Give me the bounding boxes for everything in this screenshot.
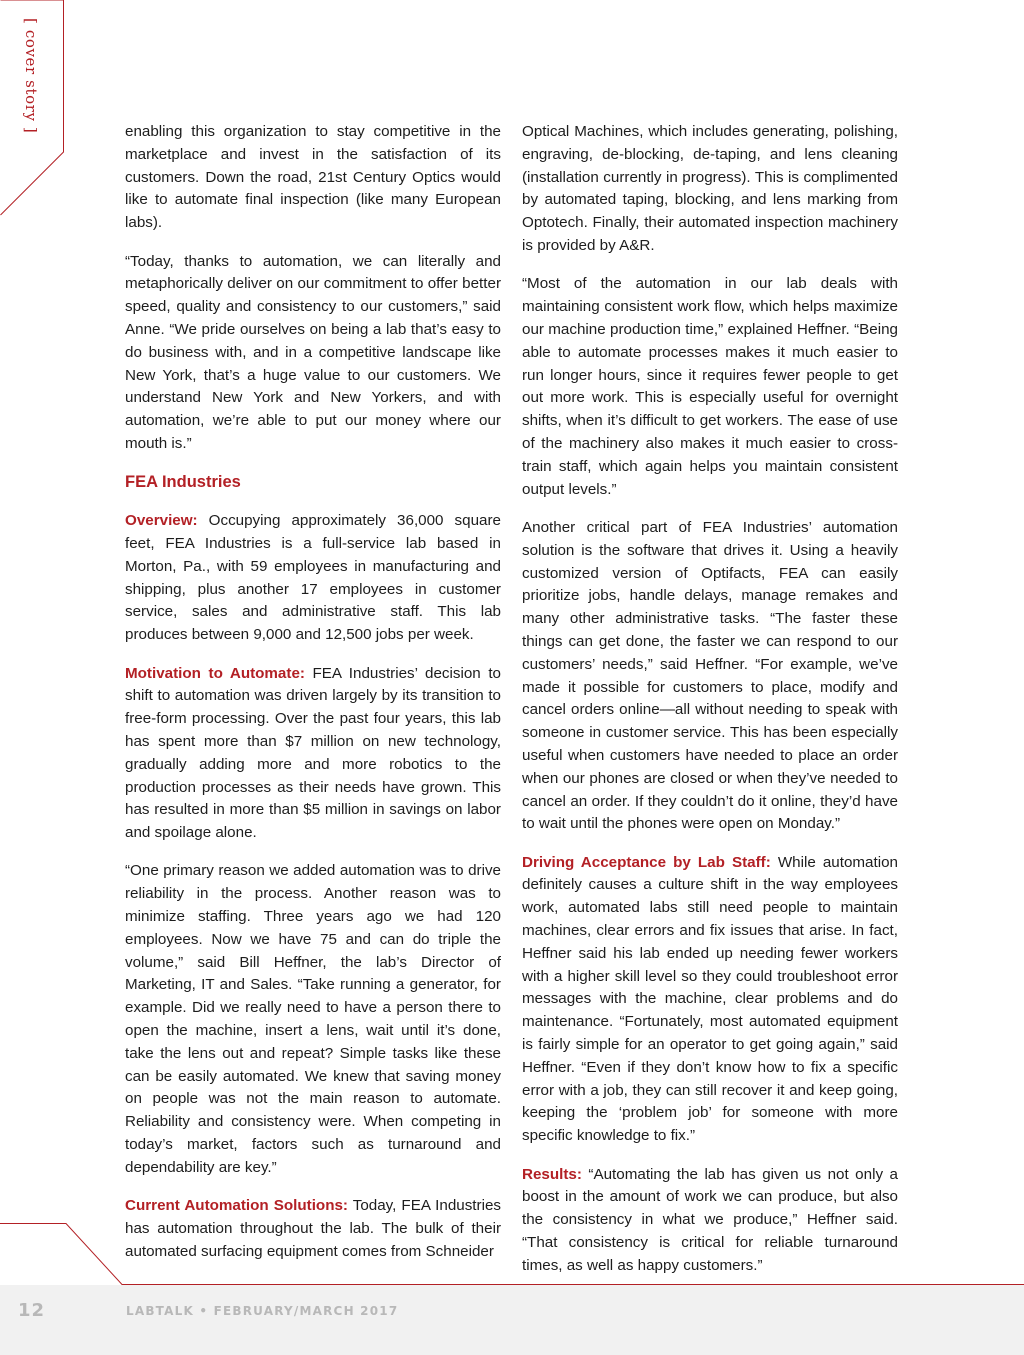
article-paragraph: “Today, thanks to automation, we can literally and metaphorically deliver on our commitment to offer better speed, quality and consistency to our customers,” said Anne. “We pride ourselves on being a lab that’s easy to do business with, and in a competitive landscape like New York, that’s a huge value to our customers. We understand New York and New Yorkers, and with automation, we’re able to put our money where our mouth is.”: [125, 252, 501, 452]
publication-folio: LABTALK • FEBRUARY/MARCH 2017: [126, 1304, 399, 1318]
footer-band: [0, 1285, 1024, 1355]
article-paragraph: “Most of the automation in our lab deals with maintaining consistent work flow, which helps maximize our machine production time,” explained Heffner. “Being able to automate processes makes it much easier to run longer hours, since it requires fewer people to get out more work. This is especially useful for overnight shifts, when it’s difficult to get workers. The ease of use of the machinery also makes it much easier to cross-train staff, which again helps you maintain consistent output levels.”: [522, 275, 898, 498]
article-paragraph: Optical Machines, which includes generating, polishing, engraving, de-blocking, de-taping, and lens cleaning (installation currently in progress). This is complimented by automated taping, blocking, and lens marking from Optotech. Finally, their automated inspection machinery is provided by A&R.: [522, 123, 898, 254]
driving-acceptance-paragraph: [522, 852, 898, 1148]
results-text: “Automating the lab has given us not only a boost in the amount of work we can produce, but also the consistency in what we produce,” Heffner said. “That consistency is critical for reliable turnaround times, as well as happy customers.”: [522, 1165, 898, 1274]
article-paragraph: “One primary reason we added automation was to drive reliability in the process. Another reason was to minimize staffing. Three years ago we had 120 employees. Now we have 75 and can do triple the volume,” said Bill Heffner, the lab’s Director of Marketing, IT and Sales. “Take running a generator, for example. Did we really need to have a person there to open the machine, insert a lens, wait until it’s done, take the lens out and repeat? Simple tasks like these can be easily automated. We knew that saving money on people was not the main reason to automate. Reliability and consistency were. When competing in today’s market, factors such as turnaround and dependability are key.”: [125, 862, 501, 1176]
section-label: [ cover story ]: [22, 18, 40, 134]
driving-acceptance-lead: Driving Acceptance by Lab Staff:: [522, 853, 771, 871]
current-solutions-lead: Current Automation Solutions:: [125, 1197, 348, 1215]
article-paragraph: enabling this organization to stay competitive in the marketplace and invest in the satisfaction of its customers. Down the road, 21st Century Optics would like to automate final inspection (like many European labs).: [125, 123, 501, 232]
right-column: [522, 121, 898, 1293]
motivation-paragraph: [125, 663, 501, 845]
motivation-lead: Motivation to Automate:: [125, 664, 305, 682]
overview-lead: Overview:: [125, 512, 198, 530]
section-tab: [0, 0, 64, 216]
overview-paragraph: [125, 510, 501, 647]
results-lead: Results:: [522, 1165, 582, 1183]
current-solutions-text: Today, FEA Industries has automation throughout the lab. The bulk of their automated surfacing equipment comes from Schneider: [125, 1197, 502, 1260]
left-column: [125, 121, 501, 1279]
article-paragraph: Another critical part of FEA Industries’ automation solution is the software that drives it. Using a heavily customized version of Optifacts, FEA can easily prioritize jobs, handle delays, manage remakes and many other administrative tasks. “The faster these things can get done, the faster we can respond to our customers’ needs,” said Heffner. “For example, we’ve made it possible for customers to place, modify and cancel orders online—all without needing to speak with someone in customer service. This has been especially useful when customers have needed to place an order when our phones are closed or when they’ve needed to cancel an order. If they couldn’t do it online, they’d have to wait until the phones were open on Monday.”: [522, 518, 898, 833]
overview-text: Occupying approximately 36,000 square feet, FEA Industries is a full-service lab based in Morton, Pa., with 59 employees in manufacturing and shipping, plus another 17 employees in customer service, sales and administrative staff. This lab produces between 9,000 and 12,500 jobs per week.: [125, 512, 501, 644]
section-heading: FEA Industries: [125, 473, 241, 492]
motivation-text: FEA Industries’ decision to shift to automation was driven largely by its transition to free-form processing. Over the past four years, this lab has spent more than $7 million on new technology, gradually adding more and more robotics to the production processes as their needs have grown. This has resulted in more than $5 million in savings on labor and spoilage alone.: [125, 664, 501, 842]
page-number: 12: [18, 1300, 46, 1321]
footer-rule: [0, 1218, 1024, 1288]
driving-acceptance-text: While automation definitely causes a culture shift in the way employees work, automated labs still need people to maintain machines, clear errors and fix issues that arise. In fact, Heffner said his lab ended up needing fewer workers with a higher skill level so they could troubleshoot error messages with the machine, clear problems and do maintenance. “Fortunately, most automated equipment is fairly simple for an operator to get going again,” said Heffner. “Even if they don’t know how to fix a specific error with a job, they can still recover it and keep going, keeping the ‘problem job’ for someone with more specific knowledge to fix.”: [522, 853, 898, 1145]
